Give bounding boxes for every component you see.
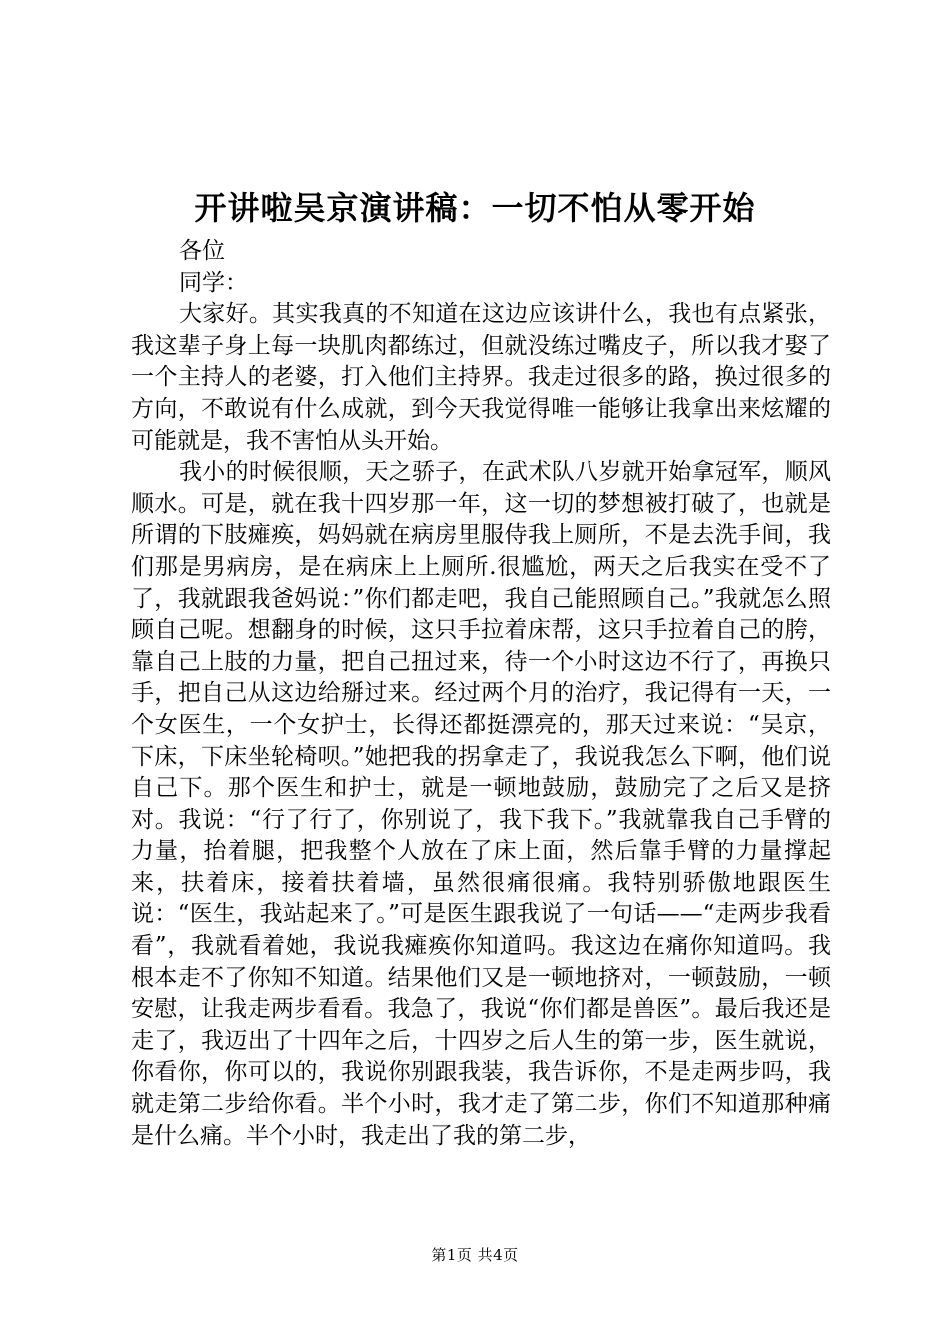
body-paragraph-1: 大家好。其实我真的不知道在这边应该讲什么，我也有点紧张，我这辈子身上每一块肌肉都练过，但就没练过嘴皮子，所以我才娶了一个主持人的老婆，打入他们主持界。我走过很多的路，换过很多的方向，不敢说有什么成就，到今天我觉得唯一能够让我拿出来炫耀的可能就是，我不害怕从头开始。 (131, 301, 831, 454)
document-title: 开讲啦吴京演讲稿：一切不怕从零开始 (194, 189, 756, 227)
salutation-line-2: 同学： (179, 269, 248, 296)
page-footer: 第1页 共4页 (431, 1246, 519, 1264)
document-body (131, 236, 831, 1152)
body-paragraph-2: 我小的时候很顺，天之骄子，在武术队八岁就开始拿冠军，顺风顺水。可是，就在我十四岁那一年，这一切的梦想被打破了，也就是所谓的下肢瘫痪，妈妈就在病房里服侍我上厕所，不是去洗手间，我们那是男病房，是在病床上上厕所.很尴尬，两天之后我实在受不了了，我就跟我爸妈说：”你们都走吧，我自己能照顾自己。”我就怎么照顾自己呢。想翻身的时候，这只手拉着床帮，这只手拉着自己的胯，靠自己上肢的力量，把自己扭过来，待一个小时这边不行了，再换只手，把自己从这边给掰过来。经过两个月的治疗，我记得有一天，一个女医生，一个女护士，长得还都挺漂亮的，那天过来说：“吴京，下床，下床坐轮椅呗。”她把我的拐拿走了，我说我怎么下啊，他们说自己下。那个医生和护士，就是一顿地鼓励，鼓励完了之后又是挤对。我说：“行了行了，你别说了，我下我下。”我就靠我自己手臂的力量，抬着腿，把我整个人放在了床上面，然后靠手臂的力量撑起来，扶着床，接着扶着墙，虽然很痛很痛。我特别骄傲地跟医生说：“医生，我站起来了。”可是医生跟我说了一句话——“走两步我看看”，我就看着她，我说我瘫痪你知道吗。我这边在痛你知道吗。我根本走不了你知不知道。结果他们又是一顿地挤对，一顿鼓励，一顿安慰，让我走两步看看。我急了，我说“你们都是兽医”。最后我还是走了，我迈出了十四年之后，十四岁之后人生的第一步，医生就说，你看你，你可以的，我说你别跟我装，我告诉你，不是走两步吗，我就走第二步给你看。半个小时，我才走了第二步，你们不知道那种痛是什么痛。半个小时，我走出了我的第二步， (131, 459, 831, 1149)
salutation-line-1: 各位 (179, 238, 225, 264)
